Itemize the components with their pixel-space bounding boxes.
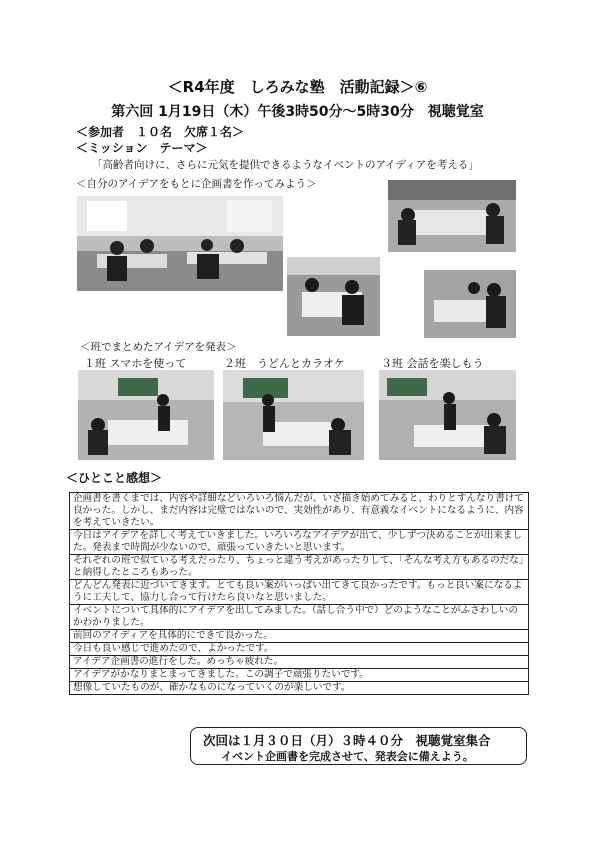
comments-table <box>69 492 529 695</box>
comments-heading: ＜ひとこと感想＞ <box>66 471 163 485</box>
comment-row <box>70 630 529 643</box>
planning-photo-table-group <box>388 180 516 252</box>
comment-row <box>70 530 529 555</box>
next-meeting-goal: イベント企画書を完成させて、発表会に備えよう。 <box>221 750 474 763</box>
group-3-caption: ３班 会話を楽しもう <box>381 357 484 370</box>
comment-row <box>70 555 529 580</box>
comment-row <box>70 580 529 605</box>
next-meeting-date: 次回は１月３０日（月）３時４０分 視聴覚室集合 <box>203 733 491 748</box>
comment-text: 今日はアイデアを詳しく考えていきました。いろいろなアイデアが出て、少しずつ決めることが出来ました。発表まで時間が少ないので、頑張っていきたいと思います。 <box>70 530 529 555</box>
session-datetime: 第六回 1月19日（木）午後3時50分～5時30分 視聴覚室 <box>111 104 484 120</box>
group-2-caption: ２班 うどんとカラオケ <box>224 357 345 370</box>
group-3-photo <box>379 370 516 460</box>
page-title: ＜R4年度 しろみな塾 活動記録＞⑥ <box>167 78 428 96</box>
planning-photo-discussion <box>424 270 516 338</box>
comment-row <box>70 605 529 630</box>
comment-row <box>70 669 529 682</box>
comment-text: それぞれの班で似ている考えだったり、ちょっと違う考えがあったりして、「そんな考え方もあるのだな」と納得したところもあった。 <box>70 555 529 580</box>
mission-heading: ＜ミッション テーマ＞ <box>76 141 208 155</box>
comment-text: 前回のアイディアを具体的にできて良かった。 <box>70 630 529 643</box>
comment-text: 想像していたものが、確かなものになっていくのが楽しいです。 <box>70 682 529 695</box>
mission-text: 「高齢者向けに、さらに元気を提供できるようなイベントのアイディアを考える」 <box>92 159 479 171</box>
planning-heading: ＜自分のアイデアをもとに企画書を作ってみよう＞ <box>76 178 317 190</box>
group-1-caption: １班 スマホを使って <box>84 357 187 370</box>
planning-photo-writing <box>287 257 380 336</box>
group-2-photo <box>223 370 364 460</box>
planning-photo-classroom <box>77 196 283 291</box>
comment-text: 企画書を書くまでは、内容や詳細などいろいろ悩んだが、いざ描き始めてみると、わりとすんなり書けて良かった。しかし、まだ内容は完璧ではないので、実効性があり、有意義なイベントになるように、内容を考えていきたい。 <box>70 493 529 530</box>
comment-text: アイデアがかなりまとまってきました。この調子で頑張りたいです。 <box>70 669 529 682</box>
comment-text: アイデア企画書の進行をした。めっちゃ疲れた。 <box>70 656 529 669</box>
comment-text: 今日も良い感じで進めたので、よかったです。 <box>70 643 529 656</box>
next-meeting-box <box>190 727 527 765</box>
presentation-heading: ＜班でまとめたアイデアを発表＞ <box>80 341 237 353</box>
comment-row <box>70 682 529 695</box>
comment-text: どんどん発表に近づいてきます。とても良い案がいっぱい出てきて良かったです。もっと良い案になるように工夫して、協力し合って行けたら良いなと思いました。 <box>70 580 529 605</box>
comment-text: イベントについて具体的にアイデアを出してみました。（話し合う中で）どのようなことがふさわしいのかわかりました。 <box>70 605 529 630</box>
comment-row <box>70 656 529 669</box>
group-1-photo <box>78 370 214 460</box>
participants-line: ＜参加者 １０名 欠席１名＞ <box>76 125 245 139</box>
comment-row <box>70 493 529 530</box>
comment-row <box>70 643 529 656</box>
